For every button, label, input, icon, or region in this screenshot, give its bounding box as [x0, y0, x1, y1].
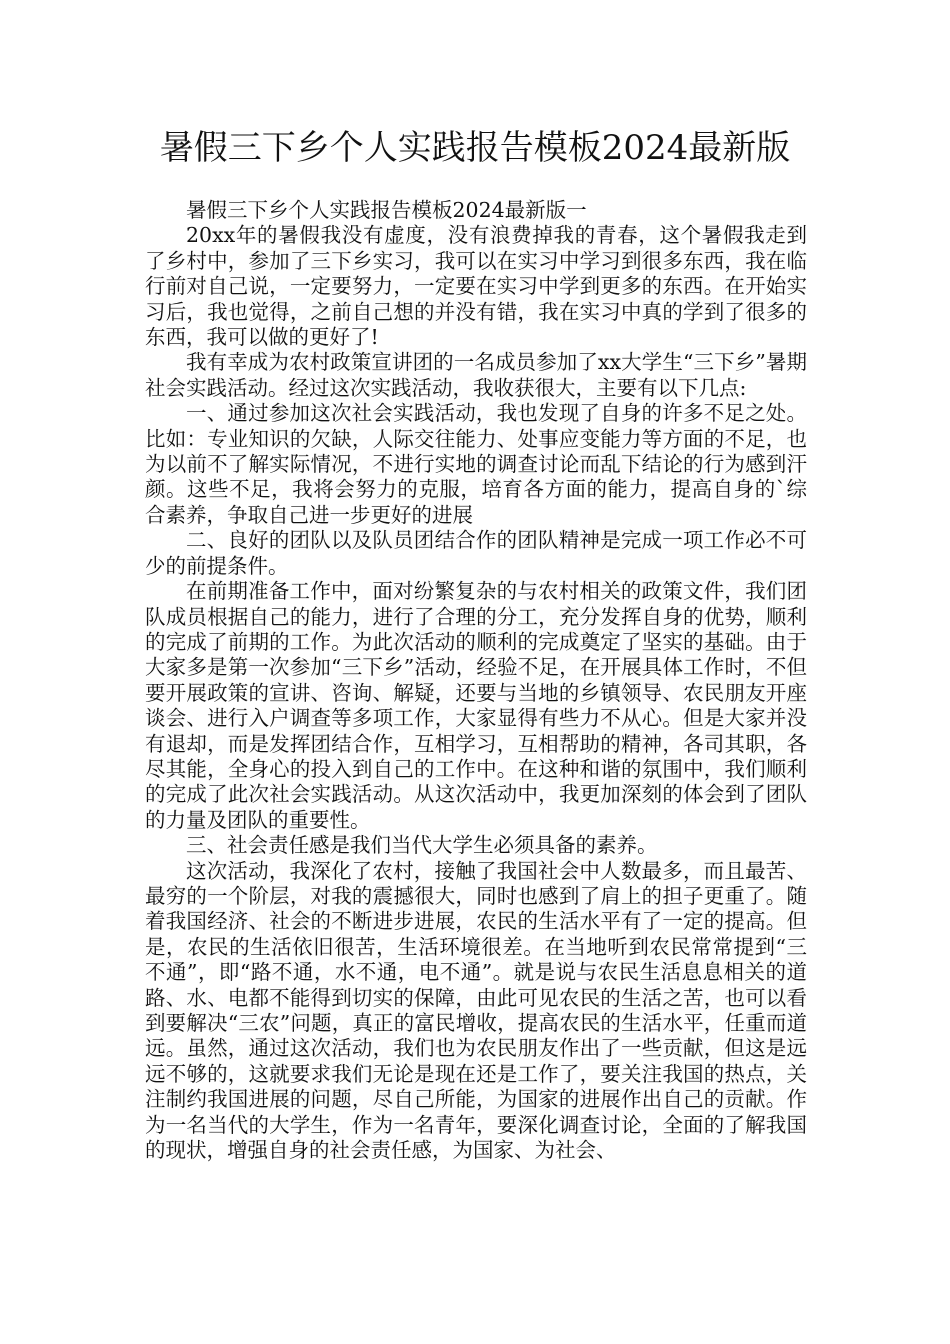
paragraph-intro: 20xx年的暑假我没有虚度，没有浪费掉我的青春，这个暑假我走到了乡村中，参加了三下乡实习，我可以在实习中学习到很多东西，我在临行前对自己说，一定要努力，一定要在实习中学到更多的东西。在开始实习后，我也觉得，之前自己想的并没有错，我在实习中真的学到了很多的东西，我可以做的更好了!	[145, 223, 807, 350]
paragraph-point-two: 二、良好的团队以及队员团结合作的团队精神是完成一项工作必不可少的前提条件。	[145, 528, 807, 578]
document-body	[145, 198, 807, 1163]
document-title: 暑假三下乡个人实践报告模板2024最新版	[159, 128, 791, 168]
paragraph-participation: 我有幸成为农村政策宣讲团的一名成员参加了xx大学生“三下乡”暑期社会实践活动。经过这次实践活动，我收获很大，主要有以下几点:	[145, 350, 807, 400]
section-subtitle: 暑假三下乡个人实践报告模板2024最新版一	[186, 198, 587, 222]
paragraph-responsibility: 这次活动，我深化了农村，接触了我国社会中人数最多，而且最苦、最穷的一个阶层，对我的震撼很大，同时也感到了肩上的担子更重了。随着我国经济、社会的不断进步进展，农民的生活水平有了一定的提高。但是，农民的生活依旧很苦，生活环境很差。在当地听到农民常常提到“三不通”，即“路不通，水不通，电不通”。就是说与农民生活息息相关的道路、水、电都不能得到切实的保障，由此可见农民的生活之苦，也可以看到要解决“三农”问题，真正的富民增收，提高农民的生活水平，任重而道远。虽然，通过这次活动，我们也为农民朋友作出了一些贡献，但这是远远不够的，这就要求我们无论是现在还是工作了，要关注我国的热点，关注制约我国进展的问题，尽自己所能，为国家的进展作出自己的贡献。作为一名当代的大学生，作为一名青年，要深化调查讨论，全面的了解我国的现状，增强自身的社会责任感，为国家、为社会、	[145, 858, 807, 1163]
paragraph-teamwork: 在前期准备工作中，面对纷繁复杂的与农村相关的政策文件，我们团队成员根据自己的能力，进行了合理的分工，充分发挥自身的优势，顺利的完成了前期的工作。为此次活动的顺利的完成奠定了坚实的基础。由于大家多是第一次参加“三下乡”活动，经验不足，在开展具体工作时，不但要开展政策的宣讲、咨询、解疑，还要与当地的乡镇领导、农民朋友开座谈会、进行入户调查等多项工作，大家显得有些力不从心。但是大家并没有退却，而是发挥团结合作，互相学习，互相帮助的精神，各司其职，各尽其能，全身心的投入到自己的工作中。在这种和谐的氛围中，我们顺利的完成了此次社会实践活动。从这次活动中，我更加深刻的体会到了团队的力量及团队的重要性。	[145, 579, 807, 832]
paragraph-point-three: 三、社会责任感是我们当代大学生必须具备的素养。	[186, 833, 658, 858]
paragraph-point-one: 一、通过参加这次社会实践活动，我也发现了自身的许多不足之处。比如：专业知识的欠缺，人际交往能力、处事应变能力等方面的不足，也为以前不了解实际情况，不进行实地的调查讨论而乱下结论的行为感到汗颜。这些不足，我将会努力的克服，培育各方面的能力，提高自身的`综合素养，争取自己进一步更好的进展	[145, 401, 807, 527]
